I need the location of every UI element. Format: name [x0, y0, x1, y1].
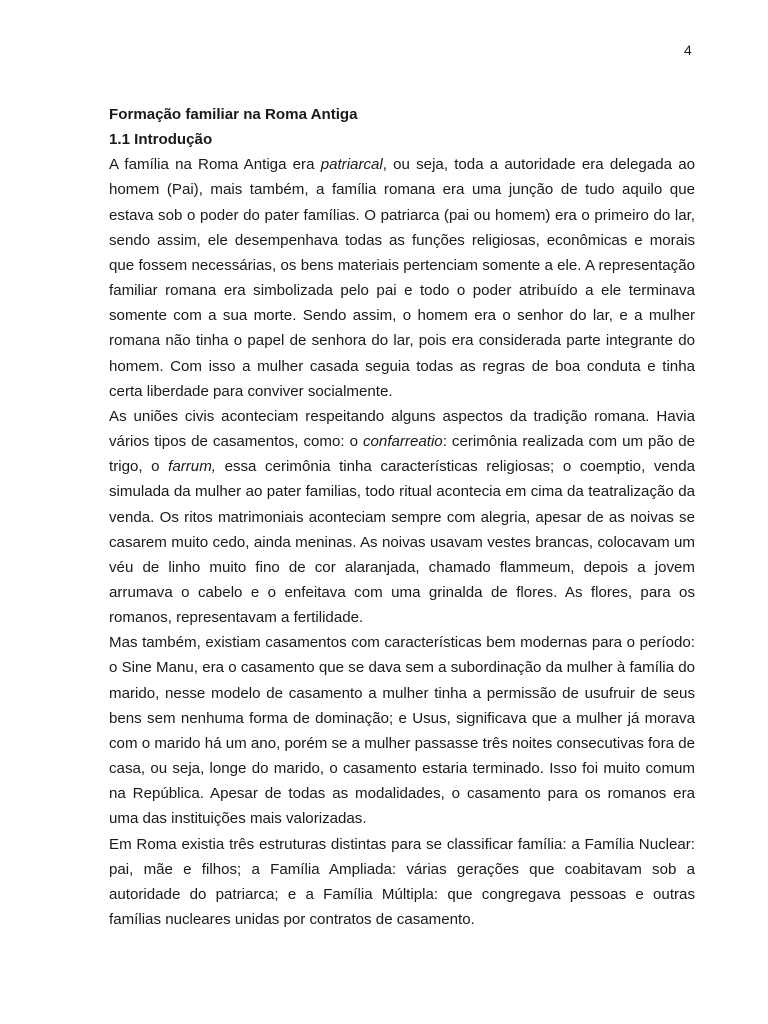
body-paragraph: [109, 832, 695, 933]
paragraph-text: As uniões civis aconteciam respeitando alguns aspectos da tradição romana. Havia vários tipos de casamentos, como: o: [109, 407, 695, 451]
body-paragraph: [109, 630, 695, 831]
italic-term: confarreatio: [362, 433, 443, 451]
document-title: Formação familiar na Roma Antiga: [109, 106, 358, 123]
body-paragraph: [109, 152, 695, 404]
document-body: [109, 102, 695, 932]
paragraph-text: A família na Roma Antiga era: [109, 156, 321, 174]
paragraph-text: , ou seja, toda a autoridade era delegada ao homem (Pai), mais também, a família romana era uma junção de tudo aquilo que estava sob o poder do pater famílias. O patriarca (pai ou homem) era o primeiro do lar, sendo assim, ele desempenhava todas as funções religiosas, econômicas e morais que fossem necessárias, os bens materiais pertenciam somente a ele. A representação familiar romana era simbolizada pelo pai e todo o poder atribuído a ele terminava somente com a sua morte. Sendo assim, o homem era o senhor do lar, e a mulher romana não tinha o papel de senhora do lar, pois era considerada parte integrante do homem. Com isso a mulher casada seguia todas as regras de boa conduta e tinha certa liberdade para conviver socialmente.: [109, 156, 695, 400]
body-paragraph: [109, 404, 695, 630]
paragraph-text: essa cerimônia tinha características religiosas; o coemptio, venda simulada da mulher ao pater familias, todo ritual acontecia em cima da teatralização da venda. Os ritos matrimoniais aconteciam sempre com alegria, apesar de as noivas se casarem muito cedo, ainda meninas. As noivas usavam vestes brancas, colocavam um véu de linho muito fino de cor alaranjada, chamado flammeum, depois a jovem arrumava o cabelo e o enfeitava com uma grinalda de flores. As flores, para os romanos, representavam a fertilidade.: [109, 458, 695, 627]
paragraph-text: Mas também, existiam casamentos com características bem modernas para o período: o Sine Manu, era o casamento que se dava sem a subordinação da mulher à família do marido, nesse modelo de casamento a mulher tinha a permissão de usufruir de seus bens sem nenhuma forma de dominação; e Usus, significava que a mulher já morava com o marido há um ano, porém se a mulher passasse três noites consecutivas fora de casa, ou seja, longe do marido, o casamento estaria terminado. Isso foi muito comum na República. Apesar de todas as modalidades, o casamento para os romanos era uma das instituições mais valorizadas.: [109, 634, 695, 828]
italic-term: farrum,: [168, 458, 216, 476]
paragraph-text: : cerimônia realizada com um pão de trigo, o: [109, 433, 695, 476]
italic-term: patriarcal: [320, 156, 383, 174]
paragraph-text: Em Roma existia três estruturas distintas para se classificar família: a Família Nuclear: pai, mãe e filhos; a Família Ampliada: várias gerações que coabitavam sob a autoridade do patriarca; e a Família Múltipla: que congregava pessoas e outras famílias nucleares unidas por contratos de casamento.: [109, 835, 695, 928]
paragraph-list: [109, 152, 695, 932]
page-number: 4: [684, 42, 692, 58]
section-heading: 1.1 Introdução: [109, 131, 213, 149]
